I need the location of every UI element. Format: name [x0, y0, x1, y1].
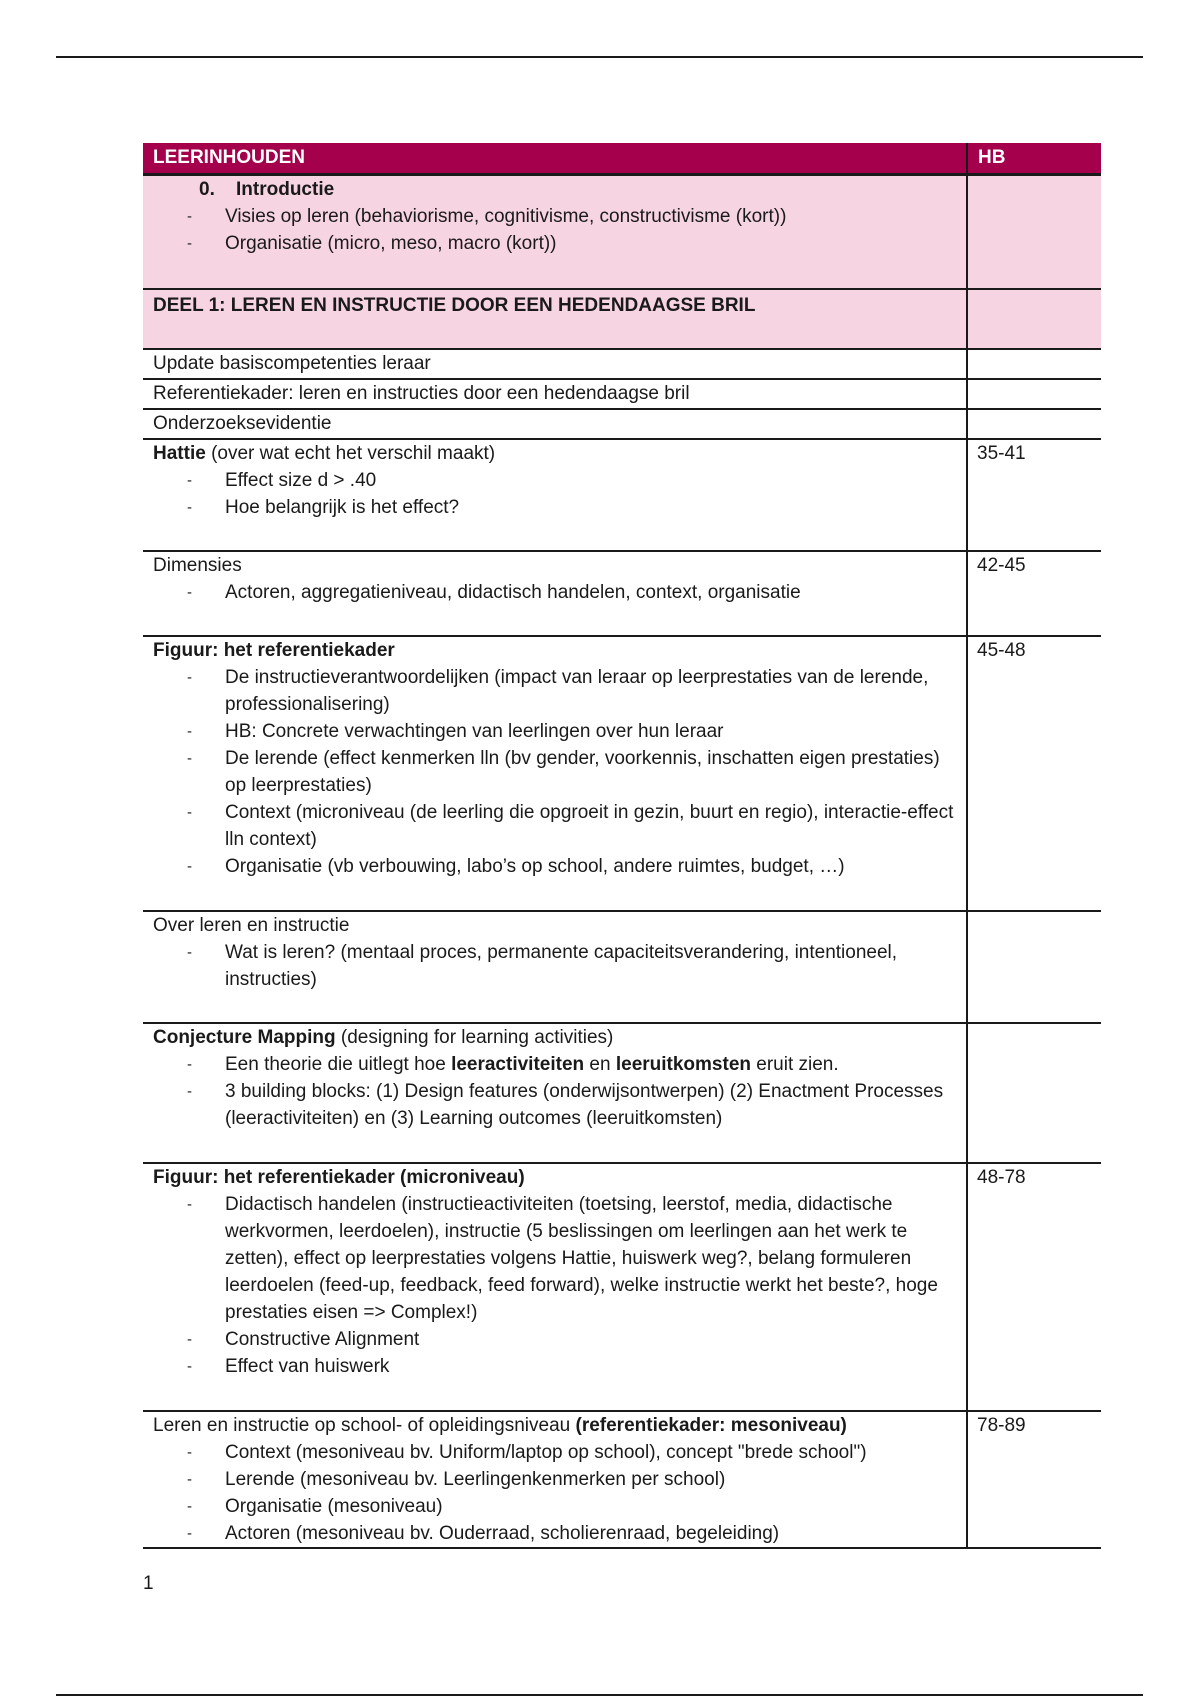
- list-item: - Constructive Alignment: [215, 1326, 956, 1353]
- conjecture-title: Conjecture Mapping (designing for learning activities): [153, 1027, 614, 1048]
- over-leren-list: [153, 939, 956, 993]
- cell-introductie: [143, 175, 967, 290]
- list-item: - Context (mesoniveau bv. Uniform/laptop op school), concept "brede school"): [215, 1439, 956, 1466]
- table-row-introductie: [143, 175, 1101, 290]
- list-item: - De instructieverantwoordelijken (impact van leraar op leerprestaties van de lerende, professionalisering): [215, 664, 956, 718]
- microniveau-title: Figuur: het referentiekader (microniveau): [153, 1167, 525, 1188]
- hb-over-leren: [967, 911, 1101, 1023]
- mesoniveau-list: [153, 1439, 956, 1547]
- cell-figuur-microniveau: [143, 1163, 967, 1411]
- hattie-title: Hattie (over wat echt het verschil maakt): [153, 443, 496, 464]
- list-item: - Wat is leren? (mentaal proces, permanente capaciteitsverandering, intentioneel, instructies): [215, 939, 956, 993]
- table-header-row: [143, 143, 1101, 175]
- cell-hb: [967, 379, 1101, 409]
- list-item: - Organisatie (vb verbouwing, labo’s op school, andere ruimtes, budget, …): [215, 853, 956, 880]
- list-item: - Context (microniveau (de leerling die opgroeit in gezin, buurt en regio), interactie-effect lln context): [215, 799, 956, 853]
- list-item: - Lerende (mesoniveau bv. Leerlingenkenmerken per school): [215, 1466, 956, 1493]
- dimensies-title: Dimensies: [153, 555, 242, 576]
- cell-conjecture-mapping: [143, 1023, 967, 1163]
- hb-figuur-microniveau: 48-78: [967, 1163, 1101, 1411]
- list-item: - HB: Concrete verwachtingen van leerlingen over hun leraar: [215, 718, 956, 745]
- table-row-conjecture-mapping: [143, 1023, 1101, 1163]
- list-item: - Effect van huiswerk: [215, 1353, 956, 1380]
- list-item: - Effect size d > .40: [215, 467, 956, 494]
- list-item: - Hoe belangrijk is het effect?: [215, 494, 956, 521]
- list-item: - De lerende (effect kenmerken lln (bv gender, voorkennis, inschatten eigen prestaties) op leerprestaties): [215, 745, 956, 799]
- table-row-dimensies: [143, 551, 1101, 636]
- list-item: - Visies op leren (behaviorisme, cognitivisme, constructivisme (kort)): [215, 203, 956, 230]
- cell-hb: [967, 349, 1101, 379]
- footer-rule: [56, 1694, 1143, 1696]
- list-item: - Actoren, aggregatieniveau, didactisch handelen, context, organisatie: [215, 579, 956, 606]
- introductie-heading: [153, 176, 956, 203]
- list-item: - Een theorie die uitlegt hoe leeractiviteiten en leeruitkomsten eruit zien.: [215, 1051, 956, 1078]
- cell-dimensies: [143, 551, 967, 636]
- table-row: [143, 409, 1101, 439]
- table-row-mesoniveau: [143, 1411, 1101, 1548]
- table-row-hattie: [143, 439, 1101, 551]
- microniveau-list: [153, 1191, 956, 1380]
- introductie-number: 0.: [199, 179, 215, 200]
- page-number: 1: [143, 1573, 154, 1594]
- cell-hattie: [143, 439, 967, 551]
- list-item: - Organisatie (micro, meso, macro (kort)): [215, 230, 956, 257]
- cell-over-leren: [143, 911, 967, 1023]
- cell-hb: [967, 175, 1101, 290]
- figuur-list: [153, 664, 956, 880]
- hb-figuur-referentiekader: 45-48: [967, 636, 1101, 911]
- list-item: - 3 building blocks: (1) Design features (onderwijsontwerpen) (2) Enactment Processes (leeractiviteiten) en (3) Learning outcomes (leeruitkomsten): [215, 1078, 956, 1132]
- table-row: [143, 379, 1101, 409]
- header-rule: [56, 56, 1143, 58]
- introductie-list: [153, 203, 956, 257]
- hb-dimensies: 42-45: [967, 551, 1101, 636]
- row-update: Update basiscompetenties leraar: [143, 349, 967, 379]
- hb-mesoniveau: 78-89: [967, 1411, 1101, 1548]
- conjecture-list: [153, 1051, 956, 1132]
- list-item: - Actoren (mesoniveau bv. Ouderraad, scholierenraad, begeleiding): [215, 1520, 956, 1547]
- table-row-deel1: [143, 289, 1101, 349]
- leerinhouden-table: [143, 143, 1101, 1549]
- cell-figuur-referentiekader: [143, 636, 967, 911]
- list-item: - Didactisch handelen (instructieactiviteiten (toetsing, leerstof, media, didactische werkvormen, leerdoelen), instructie (5 beslissingen om leerlingen aan het werk te zetten), effect op leerprestaties volgens Hattie, huiswerk weg?, belang formuleren leerdoelen (feed-up, feedback, feed forward), welke instructie werkt het beste?, hoge prestaties eisen => Complex!): [215, 1191, 956, 1326]
- header-leerinhouden: LEERINHOUDEN: [143, 143, 967, 175]
- introductie-title: Introductie: [236, 179, 335, 200]
- table-row-over-leren: [143, 911, 1101, 1023]
- row-onderzoeksevidentie: Onderzoeksevidentie: [143, 409, 967, 439]
- list-item: - Organisatie (mesoniveau): [215, 1493, 956, 1520]
- mesoniveau-title: Leren en instructie op school- of opleidingsniveau (referentiekader: mesoniveau): [153, 1415, 847, 1436]
- figuur-title: Figuur: het referentiekader: [153, 640, 395, 661]
- table-row-figuur-referentiekader: [143, 636, 1101, 911]
- cell-hb: [967, 409, 1101, 439]
- hb-conjecture-mapping: [967, 1023, 1101, 1163]
- hb-hattie: 35-41: [967, 439, 1101, 551]
- hattie-list: [153, 467, 956, 521]
- dimensies-list: [153, 579, 956, 606]
- over-leren-title: Over leren en instructie: [153, 915, 350, 936]
- row-referentiekader: Referentiekader: leren en instructies door een hedendaagse bril: [143, 379, 967, 409]
- table-row: [143, 349, 1101, 379]
- header-hb: HB: [967, 143, 1101, 175]
- table-row-figuur-microniveau: [143, 1163, 1101, 1411]
- cell-mesoniveau: [143, 1411, 967, 1548]
- cell-hb: [967, 289, 1101, 349]
- deel1-title: DEEL 1: LEREN EN INSTRUCTIE DOOR EEN HEDENDAAGSE BRIL: [143, 289, 967, 349]
